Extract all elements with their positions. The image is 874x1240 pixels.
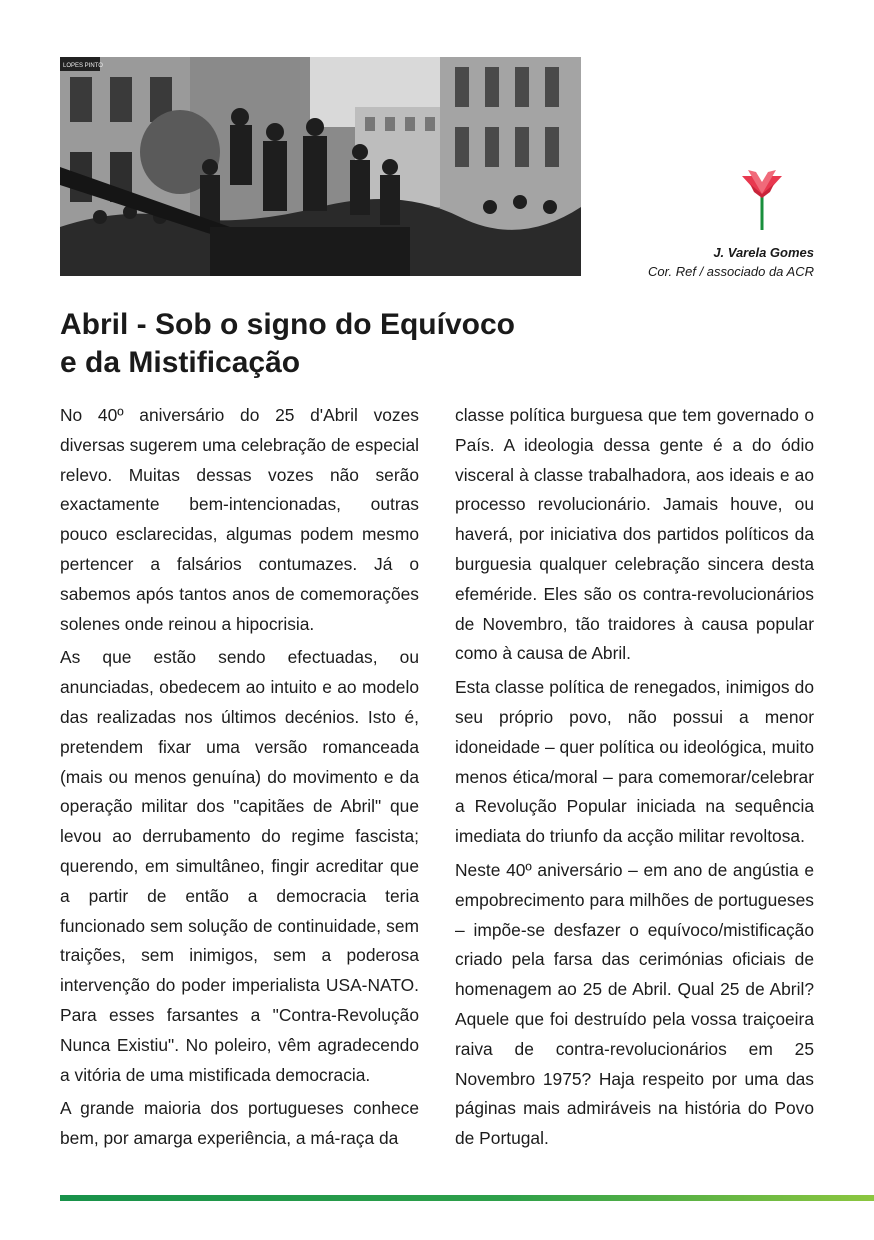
- left-column: [60, 401, 419, 1158]
- title-line-1: Abril - Sob o signo do Equívoco: [60, 308, 515, 341]
- revolution-photo: [60, 57, 581, 276]
- paragraph: As que estão sendo efectuadas, ou anunciadas, obedecem ao intuito e ao modelo das realizadas nos últimos decénios. Isto é, pretendem fixar uma versão romanceada (mais ou menos genuína) do movimento e da operação militar dos "capitães de Abril" que levou ao derrubamento do regime fascista; querendo, em simultâneo, fingir acreditar que a partir de então a democracia teria funcionado sem solução de continuidade, sem traições, sem inimigos, sem a poderosa intervenção do poder imperialista USA-NATO. Para esses farsantes a "Contra-Revolução Nunca Existiu". No poleiro, vêm agradecendo a vitória de uma mistificada democracia.: [60, 647, 419, 1085]
- photo-sign: LOPES PINTO: [63, 63, 103, 69]
- author-name: J. Varela Gomes: [713, 245, 814, 260]
- author-role: Cor. Ref / associado da ACR: [648, 264, 814, 279]
- carnation-logo: [736, 168, 788, 232]
- paragraph: Esta classe política de renegados, inimigos do seu próprio povo, não possui a menor idoneidade – quer política ou ideológica, muito menos ética/moral – para comemorar/celebrar a Revolução Popular iniciada na sequência imediata do triunfo da acção militar revoltosa.: [455, 677, 814, 847]
- paragraph: A grande maioria dos portugueses conhece bem, por amarga experiência, a má-raça da: [60, 1098, 419, 1149]
- paragraph: classe política burguesa que tem governado o País. A ideologia dessa gente é a do ódio visceral à classe trabalhadora, aos ideais e ao processo revolucionário. Jamais houve, ou haverá, por iniciativa dos partidos políticos da burguesia qualquer celebração sincera desta efeméride. Eles são os contra-revolucionários de Novembro, tão traidores à causa popular como à causa de Abril.: [455, 405, 814, 664]
- article-title: [60, 306, 620, 382]
- footer-rule: [60, 1195, 874, 1201]
- paragraph: No 40º aniversário do 25 d'Abril vozes diversas sugerem uma celebração de especial relevo. Muitas dessas vozes não serão exactamente bem-intencionadas, outras pouco esclarecidas, algumas podem mesmo pertencer a falsários contumazes. Já o sabemos após tantos anos de comemorações solenes onde reinou a hipocrisia.: [60, 405, 419, 634]
- author-block: [648, 243, 814, 281]
- right-column: [455, 401, 814, 1158]
- title-line-2: e da Mistificação: [60, 346, 301, 379]
- paragraph: Neste 40º aniversário – em ano de angústia e empobrecimento para milhões de portugueses – impõe-se desfazer o equívoco/mistificação criado pela farsa das cerimónias oficiais de homenagem ao 25 de Abril. Qual 25 de Abril? Aquele que foi destruído pela vossa traiçoeira raiva de contra-revolucionários em 25 Novembro 1975? Haja respeito por uma das páginas mais admiráveis na história do Povo de Portugal.: [455, 859, 814, 1149]
